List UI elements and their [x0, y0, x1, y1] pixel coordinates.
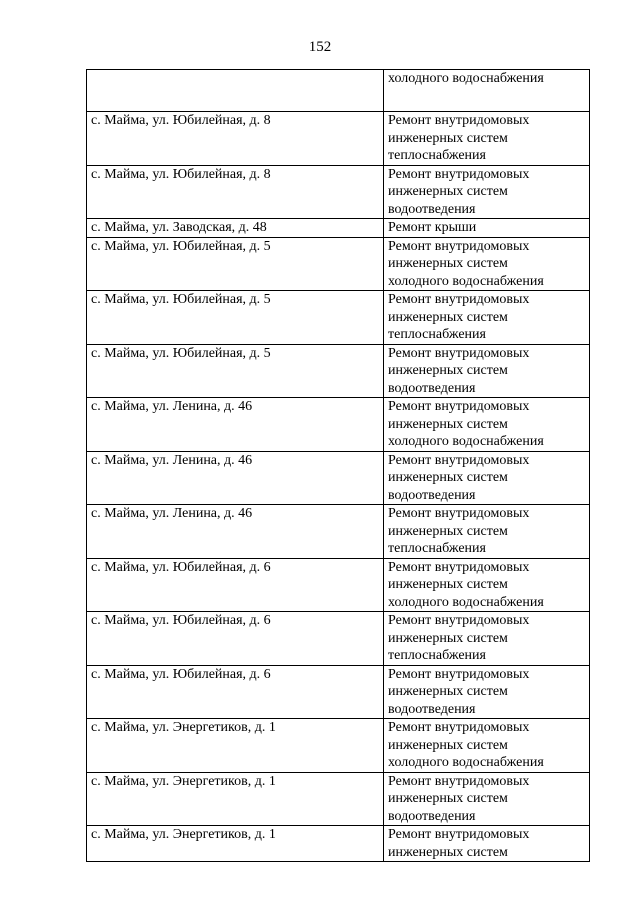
page-number: 152 — [308, 39, 332, 55]
table-row — [87, 719, 590, 773]
work-type-cell: Ремонт внутридомовых инженерных систем теплоснабжения — [384, 291, 590, 345]
work-type-cell: Ремонт внутридомовых инженерных систем водоотведения — [384, 665, 590, 719]
address-cell: с. Майма, ул. Юбилейная, д. 6 — [87, 612, 384, 666]
table-row — [87, 398, 590, 452]
table-row — [87, 112, 590, 166]
address-cell: с. Майма, ул. Ленина, д. 46 — [87, 398, 384, 452]
work-type-cell: Ремонт крыши — [384, 219, 590, 238]
address-cell: с. Майма, ул. Юбилейная, д. 6 — [87, 665, 384, 719]
table-row — [87, 165, 590, 219]
address-cell: с. Майма, ул. Юбилейная, д. 8 — [87, 112, 384, 166]
table-row — [87, 505, 590, 559]
table-row — [87, 612, 590, 666]
table-row — [87, 826, 590, 862]
address-cell: с. Майма, ул. Заводская, д. 48 — [87, 219, 384, 238]
work-type-cell: Ремонт внутридомовых инженерных систем холодного водоснабжения — [384, 237, 590, 291]
address-cell: с. Майма, ул. Юбилейная, д. 8 — [87, 165, 384, 219]
table-row — [87, 70, 590, 112]
table-row — [87, 237, 590, 291]
table-row — [87, 451, 590, 505]
work-type-cell: Ремонт внутридомовых инженерных систем холодного водоснабжения — [384, 398, 590, 452]
table-row — [87, 665, 590, 719]
work-type-cell: Ремонт внутридомовых инженерных систем водоотведения — [384, 344, 590, 398]
address-cell: с. Майма, ул. Энергетиков, д. 1 — [87, 826, 384, 862]
address-cell: с. Майма, ул. Энергетиков, д. 1 — [87, 719, 384, 773]
address-cell: с. Майма, ул. Ленина, д. 46 — [87, 505, 384, 559]
table-row — [87, 291, 590, 345]
work-type-cell: Ремонт внутридомовых инженерных систем водоотведения — [384, 772, 590, 826]
work-type-cell: Ремонт внутридомовых инженерных систем холодного водоснабжения — [384, 558, 590, 612]
work-type-cell: Ремонт внутридомовых инженерных систем водоотведения — [384, 165, 590, 219]
address-cell: с. Майма, ул. Энергетиков, д. 1 — [87, 772, 384, 826]
address-cell: с. Майма, ул. Ленина, д. 46 — [87, 451, 384, 505]
address-cell — [87, 70, 384, 112]
work-type-cell: Ремонт внутридомовых инженерных систем — [384, 826, 590, 862]
address-cell: с. Майма, ул. Юбилейная, д. 6 — [87, 558, 384, 612]
table-row — [87, 219, 590, 238]
table-row — [87, 344, 590, 398]
table-body — [87, 70, 590, 862]
work-type-cell: Ремонт внутридомовых инженерных систем теплоснабжения — [384, 612, 590, 666]
work-type-cell: Ремонт внутридомовых инженерных систем теплоснабжения — [384, 505, 590, 559]
work-type-cell: Ремонт внутридомовых инженерных систем водоотведения — [384, 451, 590, 505]
repair-works-table — [86, 69, 590, 862]
address-cell: с. Майма, ул. Юбилейная, д. 5 — [87, 237, 384, 291]
address-cell: с. Майма, ул. Юбилейная, д. 5 — [87, 291, 384, 345]
address-cell: с. Майма, ул. Юбилейная, д. 5 — [87, 344, 384, 398]
table-row — [87, 558, 590, 612]
work-type-cell: Ремонт внутридомовых инженерных систем теплоснабжения — [384, 112, 590, 166]
work-type-cell: холодного водоснабжения — [384, 70, 590, 112]
work-type-cell: Ремонт внутридомовых инженерных систем холодного водоснабжения — [384, 719, 590, 773]
table-row — [87, 772, 590, 826]
